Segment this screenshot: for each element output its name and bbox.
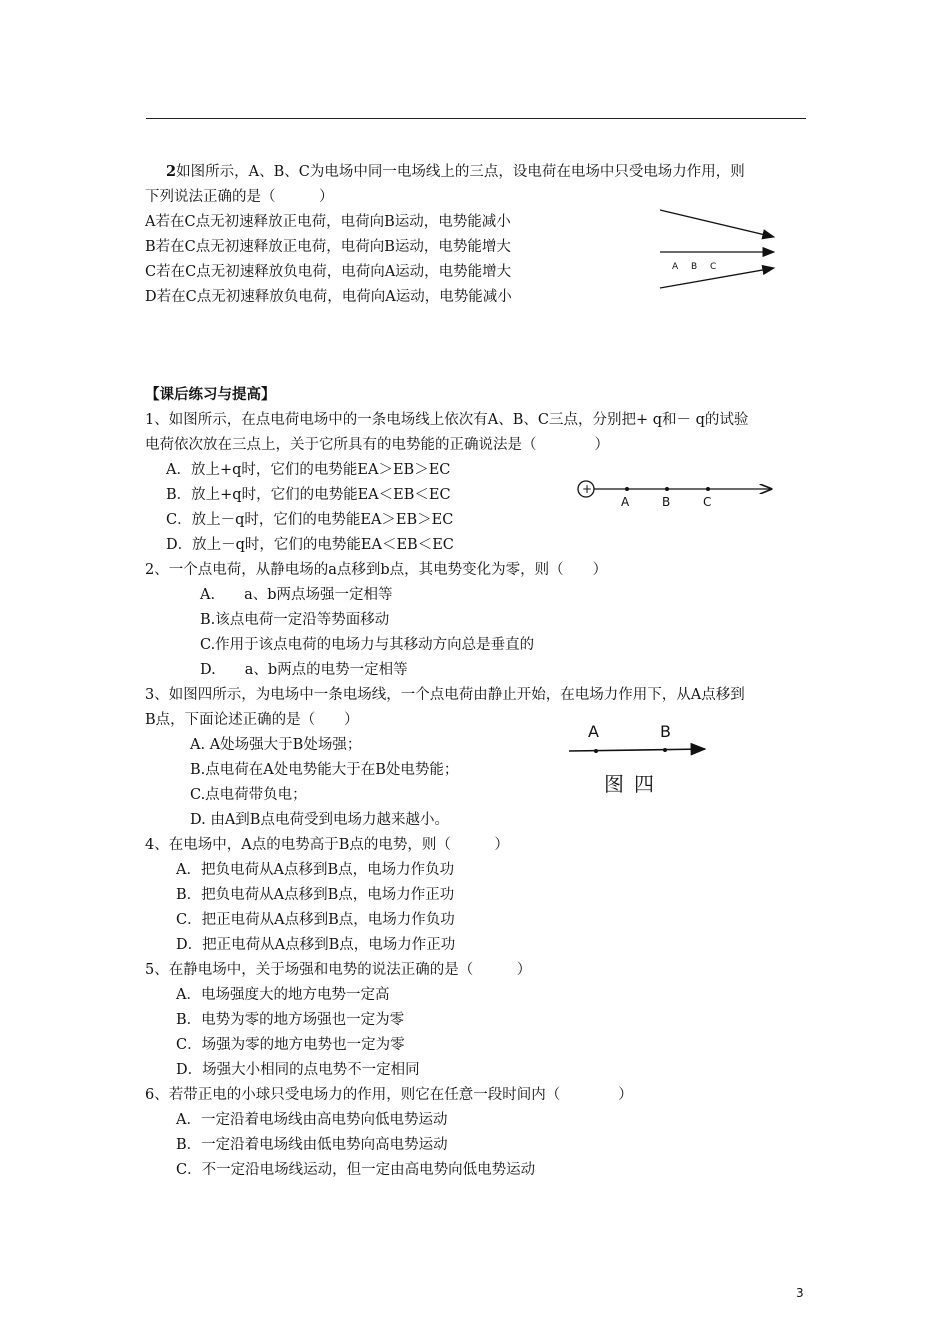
p5-option-c: C．场强为零的地方电势也一定为零 xyxy=(176,1037,405,1053)
p3-field-line-figure xyxy=(565,738,715,762)
p6-stem: 6、若带正电的小球只受电场力的作用，则它在任意一段时间内（ ） xyxy=(145,1087,633,1103)
p4-option-a: A．把负电荷从A点移到B点，电场力作负功 xyxy=(176,862,455,878)
q2-stem-line1 xyxy=(166,162,745,182)
p6-option-c: C．不一定沿电场线运动，但一定由高电势向低电势运动 xyxy=(176,1162,536,1178)
p3-figure-caption: 图四 xyxy=(604,772,664,796)
p3-stem-line1: 3、如图四所示，为电场中一条电场线，一个点电荷由静止开始，在电场力作用下，从A点移到 xyxy=(145,687,745,703)
q2-label-b: B xyxy=(691,262,698,272)
p6-option-b: B．一定沿着电场线由低电势向高电势运动 xyxy=(176,1137,448,1153)
q2-label-a: A xyxy=(672,262,679,272)
p3-point-a xyxy=(594,749,598,753)
p3-field-line xyxy=(569,749,705,751)
field-line-top xyxy=(660,210,774,237)
p1-option-a: A．放上+q时，它们的电势能EA＞EB＞EC xyxy=(166,462,451,478)
p3-option-b: B.点电荷在A处电势能大于在B处电势能； xyxy=(190,762,459,778)
p1-point-c xyxy=(706,487,710,491)
p2-option-b: B.该点电荷一定沿等势面移动 xyxy=(200,612,390,628)
q2-option-a: A若在C点无初速释放正电荷，电荷向B运动，电势能减小 xyxy=(145,214,511,230)
p4-option-c: C．把正电荷从A点移到B点，电场力作负功 xyxy=(176,912,455,928)
p1-point-a xyxy=(625,487,629,491)
p5-option-b: B．电势为零的地方场强也一定为零 xyxy=(176,1012,405,1028)
p4-option-d: D．把正电荷从A点移到B点，电场力作正功 xyxy=(176,937,456,953)
p3-option-a: A. A处场强大于B处场强； xyxy=(190,737,362,753)
q2-stem-line2: 下列说法正确的是（ ） xyxy=(145,189,334,205)
q2-field-line-figure xyxy=(650,200,790,300)
p3-option-c: C.点电荷带负电； xyxy=(190,787,307,803)
q2-label-c: C xyxy=(710,262,717,272)
p3-label-a: A xyxy=(588,722,599,741)
p1-charge-sign: + xyxy=(582,482,593,496)
p6-option-a: A．一定沿着电场线由高电势向低电势运动 xyxy=(176,1112,448,1128)
p3-stem-line2: B点，下面论述正确的是（ ） xyxy=(145,712,359,728)
p2-stem: 2、一个点电荷，从静电场的a点移到b点，其电势变化为零，则（ ） xyxy=(145,562,608,578)
q2-option-c: C若在C点无初速释放负电荷，电荷向A运动，电势能增大 xyxy=(145,264,512,280)
p1-field-line-figure xyxy=(575,478,780,502)
p3-option-d: D. 由A到B点电荷受到电场力越来越小。 xyxy=(190,812,449,828)
q2-option-d: D若在C点无初速释放负电荷，电荷向A运动，电势能减小 xyxy=(145,289,512,305)
p2-option-c: C.作用于该点电荷的电场力与其移动方向总是垂直的 xyxy=(200,637,535,653)
p1-option-c: C．放上－q时，它们的电势能EA＞EB＞EC xyxy=(166,512,454,528)
p5-option-d: D．场强大小相同的点电势不一定相同 xyxy=(176,1062,420,1078)
page-number: 3 xyxy=(796,1286,804,1300)
p4-stem: 4、在电场中，A点的电势高于B点的电势，则（ ） xyxy=(145,837,509,853)
p1-label-b: B xyxy=(662,495,671,509)
q2-number: 2 xyxy=(166,163,177,180)
header-rule xyxy=(146,118,806,119)
p2-option-d: D. a、b两点的电势一定相等 xyxy=(200,662,408,678)
p2-option-a: A. a、b两点场强一定相等 xyxy=(200,587,393,603)
p5-stem: 5、在静电场中，关于场强和电势的说法正确的是（ ） xyxy=(145,962,532,978)
q2-stem-text: 如图所示，A、B、C为电场中同一电场线上的三点，设电荷在电场中只受电场力作用，则 xyxy=(176,164,745,180)
p1-stem-line1: 1、如图所示，在点电荷电场中的一条电场线上依次有A、B、C三点，分别把+ q和－ q的试验 xyxy=(145,412,749,428)
p3-label-b: B xyxy=(660,722,671,741)
section-title: 【课后练习与提高】 xyxy=(145,386,276,403)
p5-option-a: A．电场强度大的地方电势一定高 xyxy=(176,987,390,1003)
p1-label-c: C xyxy=(703,495,712,509)
p3-point-b xyxy=(663,748,667,752)
p1-option-b: B．放上+q时，它们的电势能EA＜EB＜EC xyxy=(166,487,451,503)
p1-stem-line2: 电荷依次放在三点上，关于它所具有的电势能的正确说法是（ ） xyxy=(145,437,609,453)
q2-option-b: B若在C点无初速释放正电荷，电荷向B运动，电势能增大 xyxy=(145,239,511,255)
p1-label-a: A xyxy=(621,495,630,509)
p1-point-b xyxy=(665,487,669,491)
p1-option-d: D．放上－q时，它们的电势能EA＜EB＜EC xyxy=(166,537,454,553)
p4-option-b: B．把负电荷从A点移到B点，电场力作正功 xyxy=(176,887,455,903)
